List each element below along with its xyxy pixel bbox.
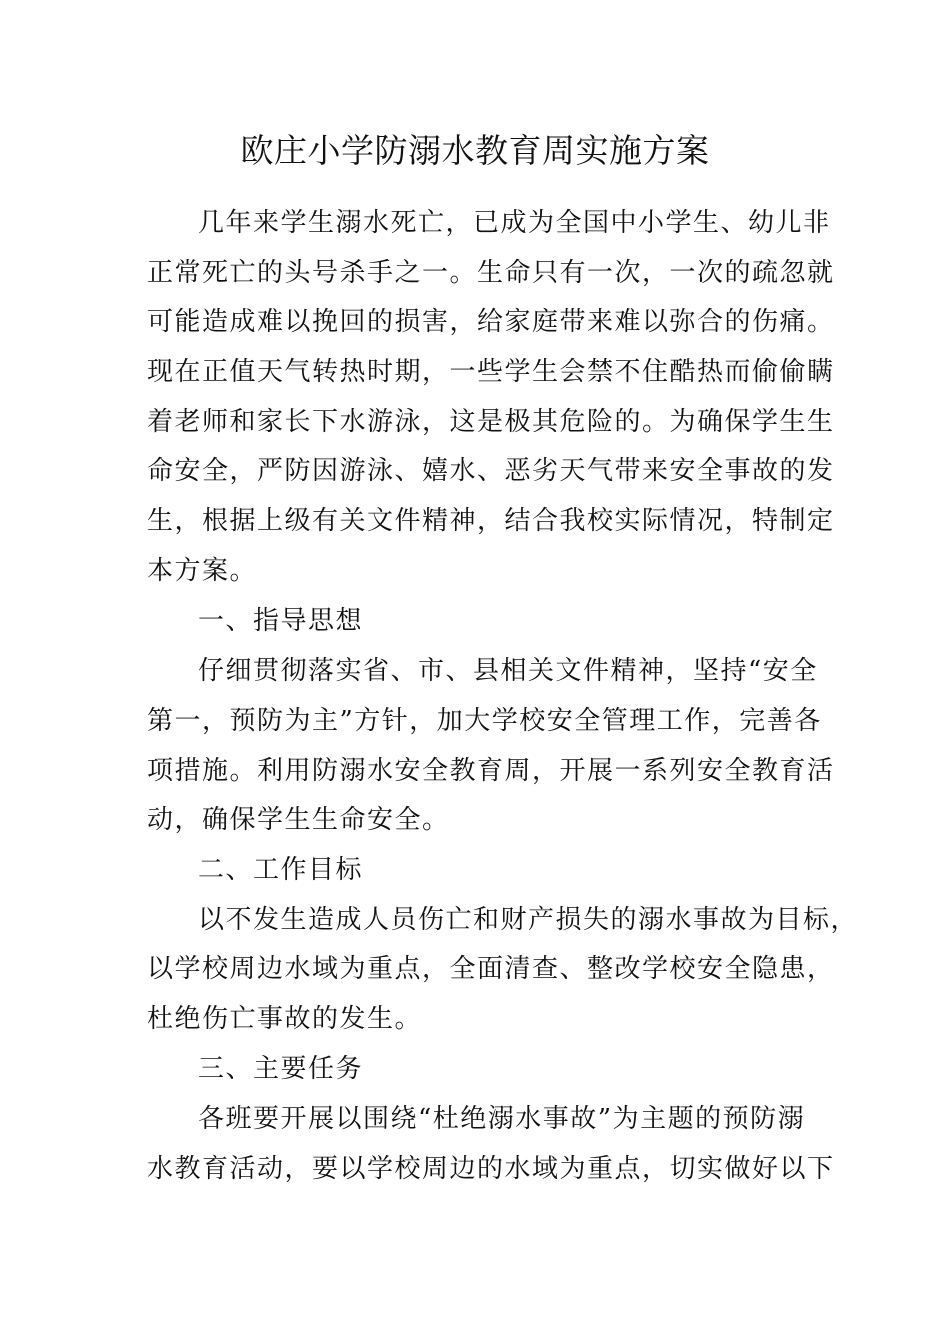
paragraph-line: 杜绝伤亡事故的发生。 [147, 1004, 423, 1034]
section-heading-main-tasks: 三、主要任务 [198, 1054, 364, 1084]
paragraph-line: 正常死亡的头号杀手之一。生命只有一次，一次的疏忽就 [147, 258, 835, 288]
paragraph-line: 第一，预防为主”方针，加大学校安全管理工作，完善各 [147, 706, 822, 736]
paragraph-line: 项措施。利用防溺水安全教育周，开展一系列安全教育活 [147, 756, 835, 786]
paragraph-line: 可能造成难以挽回的损害，给家庭带来难以弥合的伤痛。 [147, 307, 835, 337]
document-title: 欧庄小学防溺水教育周实施方案 [240, 131, 710, 170]
paragraph-line: 以学校周边水域为重点，全面清查、整改学校安全隐患， [147, 954, 835, 984]
paragraph-line: 以不发生造成人员伤亡和财产损失的溺水事故为目标， [198, 905, 859, 935]
paragraph-line: 动，确保学生生命安全。 [147, 805, 450, 835]
paragraph-line: 水教育活动，要以学校周边的水域为重点，切实做好以下 [147, 1154, 835, 1184]
paragraph-line: 命安全，严防因游泳、嬉水、恶劣天气带来安全事故的发 [147, 456, 835, 486]
paragraph-line: 着老师和家长下水游泳，这是极其危险的。为确保学生生 [147, 407, 835, 437]
paragraph-line: 仔细贯彻落实省、市、县相关文件精神，坚持“安全 [198, 656, 818, 686]
paragraph-line: 本方案。 [147, 556, 258, 586]
paragraph-line: 生，根据上级有关文件精神，结合我校实际情况，特制定 [147, 506, 835, 536]
section-heading-guiding-ideology: 一、指导思想 [198, 606, 364, 636]
paragraph-line: 现在正值天气转热时期，一些学生会禁不住酷热而偷偷瞒 [147, 357, 835, 387]
section-heading-work-goals: 二、工作目标 [198, 855, 364, 885]
paragraph-line: 几年来学生溺水死亡，已成为全国中小学生、幼儿非 [198, 208, 831, 238]
paragraph-line: 各班要开展以围绕“杜绝溺水事故”为主题的预防溺 [198, 1104, 806, 1134]
